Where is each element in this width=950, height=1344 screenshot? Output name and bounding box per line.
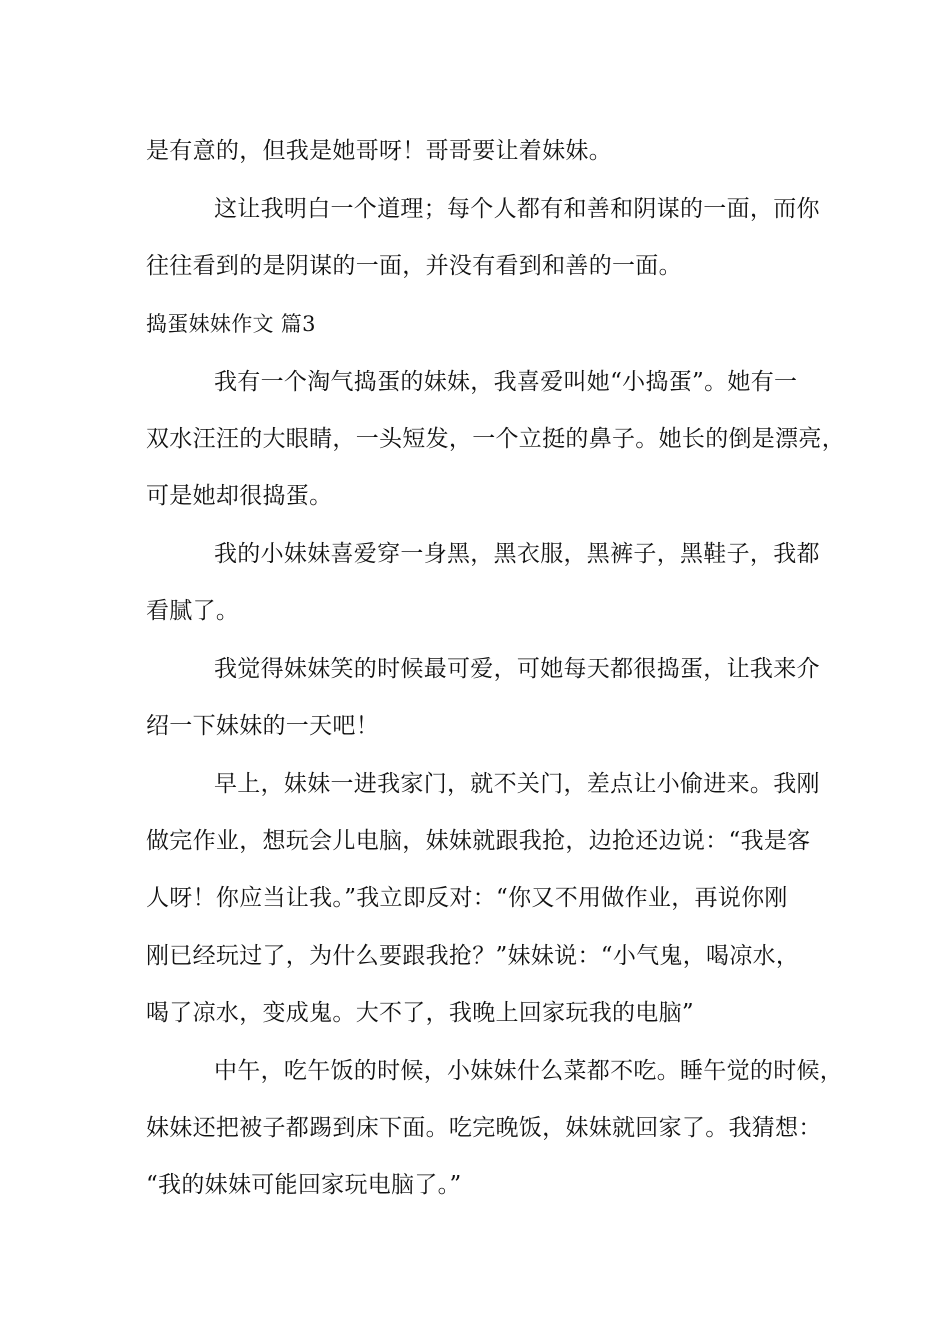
paragraph-line: 妹妹还把被子都踢到床下面。吃完晚饭，妹妹就回家了。我猜想： — [146, 1115, 822, 1141]
paragraph-line: 我有一个淘气捣蛋的妹妹，我喜爱叫她“小捣蛋”。她有一 — [214, 369, 798, 395]
paragraph-line: 我觉得妹妹笑的时候最可爱，可她每天都很捣蛋，让我来介 — [214, 656, 820, 682]
paragraph-line: 中午，吃午饭的时候，小妹妹什么菜都不吃。睡午觉的时候， — [214, 1058, 844, 1084]
paragraph-line: 绍一下妹妹的一天吧！ — [146, 713, 379, 739]
paragraph-line: 做完作业，想玩会儿电脑，妹妹就跟我抢，边抢还边说：“我是客 — [146, 828, 811, 854]
paragraph-line: 人呀！你应当让我。”我立即反对：“你又不用做作业，再说你刚 — [146, 885, 788, 911]
paragraph-line: 双水汪汪的大眼睛，一头短发，一个立挺的鼻子。她长的倒是漂亮， — [146, 426, 845, 452]
paragraph-line: 可是她却很捣蛋。 — [146, 483, 333, 509]
paragraph-line: 刚已经玩过了，为什么要跟我抢？”妹妹说：“小气鬼，喝凉水， — [146, 943, 800, 969]
section-heading: 捣蛋妹妹作文 篇3 — [146, 312, 316, 336]
paragraph-line: 这让我明白一个道理；每个人都有和善和阴谋的一面，而你 — [214, 196, 820, 222]
paragraph-line: 我的小妹妹喜爱穿一身黑，黑衣服，黑裤子，黑鞋子，我都 — [214, 541, 820, 567]
paragraph-line: 喝了凉水，变成鬼。大不了，我晚上回家玩我的电脑” — [146, 1000, 694, 1026]
paragraph-line: 往往看到的是阴谋的一面，并没有看到和善的一面。 — [146, 253, 682, 279]
paragraph-line: 看腻了。 — [146, 598, 240, 624]
paragraph-line: 早上，妹妹一进我家门，就不关门，差点让小偷进来。我刚 — [214, 771, 820, 797]
paragraph-line: “我的妹妹可能回家玩电脑了。” — [146, 1172, 462, 1198]
paragraph-line: 是有意的，但我是她哥呀！哥哥要让着妹妹。 — [146, 138, 612, 164]
